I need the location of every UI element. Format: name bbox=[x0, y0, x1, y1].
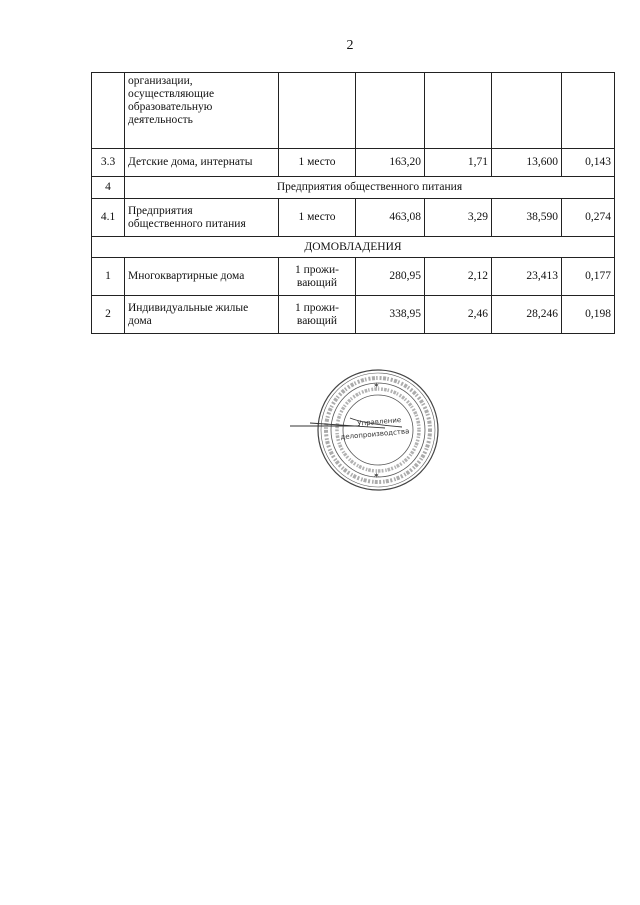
row-value-1: 463,08 bbox=[356, 199, 425, 237]
row-unit: 1 место bbox=[279, 149, 356, 177]
row-name-line: Детские дома, интернаты bbox=[128, 156, 253, 168]
table-row bbox=[92, 73, 615, 149]
row-number: 2 bbox=[92, 296, 125, 334]
row-value-3: 23,413 bbox=[492, 258, 562, 296]
row-unit-line: 1 прожи- bbox=[295, 263, 339, 276]
row-value-4: 0,177 bbox=[562, 258, 615, 296]
row-name bbox=[125, 258, 279, 296]
row-name-line: Индивидуальные жилые bbox=[128, 301, 249, 314]
row-value-3: 28,246 bbox=[492, 296, 562, 334]
row-value-4 bbox=[562, 73, 615, 149]
row-name-line: осуществляющие bbox=[128, 88, 215, 100]
row-unit-line: 1 прожи- bbox=[295, 301, 339, 314]
row-name bbox=[125, 296, 279, 334]
row-name-line: организации, bbox=[128, 75, 193, 87]
table-row bbox=[92, 149, 615, 177]
row-unit: 1 место bbox=[279, 199, 356, 237]
row-value-2: 1,71 bbox=[425, 149, 492, 177]
row-name bbox=[125, 149, 279, 177]
row-value-3: 13,600 bbox=[492, 149, 562, 177]
seal-star-mark: ✶ bbox=[373, 381, 380, 390]
row-value-2: 2,12 bbox=[425, 258, 492, 296]
row-unit bbox=[279, 258, 356, 296]
row-value-4: 0,274 bbox=[562, 199, 615, 237]
page-number: 2 bbox=[346, 38, 354, 53]
row-value-2 bbox=[425, 73, 492, 149]
section-row bbox=[92, 177, 615, 199]
seal-star-mark: ✶ bbox=[373, 471, 380, 480]
row-name-line: деятельность bbox=[128, 114, 193, 126]
section-title: ДОМОВЛАДЕНИЯ bbox=[92, 237, 615, 258]
table-row bbox=[92, 258, 615, 296]
row-unit bbox=[279, 296, 356, 334]
row-number: 3.3 bbox=[92, 149, 125, 177]
row-value-1: 338,95 bbox=[356, 296, 425, 334]
row-value-1: 163,20 bbox=[356, 149, 425, 177]
row-value-2: 2,46 bbox=[425, 296, 492, 334]
row-name-line: Многоквартирные дома bbox=[128, 270, 245, 282]
section-row bbox=[92, 237, 615, 258]
row-name-line: дома bbox=[128, 314, 152, 327]
norms-table bbox=[91, 72, 615, 334]
row-name bbox=[125, 73, 279, 149]
row-unit-line: вающий bbox=[296, 276, 338, 289]
row-value-2: 3,29 bbox=[425, 199, 492, 237]
row-value-4: 0,143 bbox=[562, 149, 615, 177]
row-name-line: Предприятия bbox=[128, 204, 193, 217]
seal-center-line-1: Управление bbox=[357, 415, 402, 428]
row-name bbox=[125, 199, 279, 237]
row-name-line: образовательную bbox=[128, 101, 213, 113]
section-title: Предприятия общественного питания bbox=[125, 177, 615, 199]
row-value-3: 38,590 bbox=[492, 199, 562, 237]
row-unit bbox=[279, 73, 356, 149]
official-seal bbox=[290, 366, 440, 496]
seal-center-line-2: делопроизводства bbox=[340, 427, 410, 442]
row-number bbox=[92, 73, 125, 149]
row-value-1 bbox=[356, 73, 425, 149]
table-row bbox=[92, 199, 615, 237]
row-number: 1 bbox=[92, 258, 125, 296]
row-unit-line: вающий bbox=[296, 314, 338, 327]
row-number: 4.1 bbox=[92, 199, 125, 237]
section-number: 4 bbox=[92, 177, 125, 199]
row-value-1: 280,95 bbox=[356, 258, 425, 296]
row-name-line: общественного питания bbox=[128, 217, 246, 230]
table-row bbox=[92, 296, 615, 334]
row-value-3 bbox=[492, 73, 562, 149]
row-value-4: 0,198 bbox=[562, 296, 615, 334]
